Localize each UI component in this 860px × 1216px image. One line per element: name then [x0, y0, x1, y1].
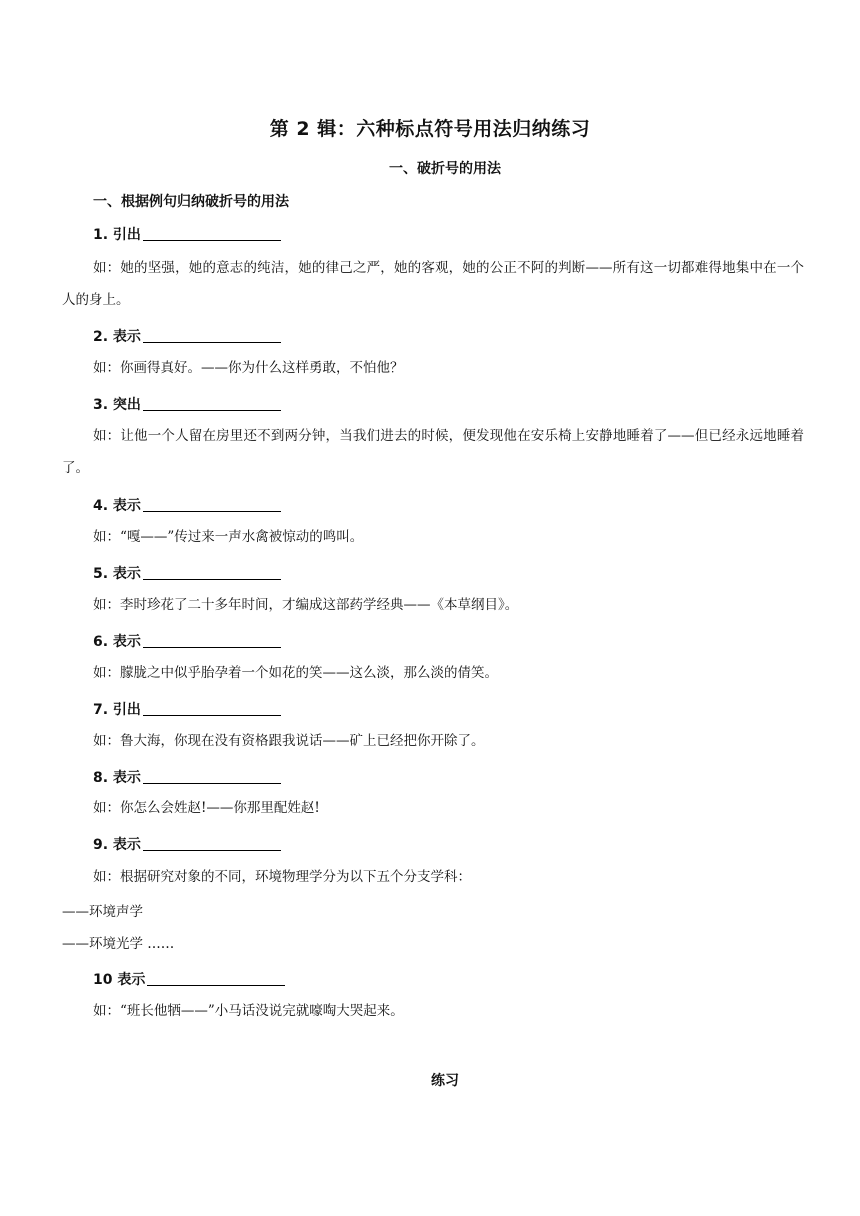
item-6-example: 如：朦胧之中似乎胎孕着一个如花的笑——这么淡，那么淡的倩笑。: [93, 665, 498, 681]
item-label-text: 5. 表示: [93, 566, 141, 582]
item-7-example: 如：鲁大海，你现在没有资格跟我说话——矿上已经把你开除了。: [93, 733, 485, 749]
item-5-example: 如：李时珍花了二十多年时间，才编成这部药学经典——《本草纲目》。: [93, 597, 519, 613]
fill-in-blank[interactable]: [143, 510, 281, 512]
item-9-subline: ——环境光学 ……: [62, 936, 175, 952]
section-subtitle: 一、破折号的用法: [389, 161, 501, 177]
item-1-example: 如：她的坚强，她的意志的纯洁，她的律己之严，她的客观，她的公正不阿的判断——所有这一切都难得地集中在一个人的身上。: [62, 260, 804, 308]
item-4-example: 如：“嘎——”传过来一声水禽被惊动的鸣叫。: [93, 529, 364, 545]
practice-heading: 练习: [431, 1073, 459, 1089]
fill-in-blank[interactable]: [143, 239, 281, 241]
item-3-example: 如：让他一个人留在房里还不到两分钟，当我们进去的时候，便发现他在安乐椅上安静地睡着了——但已经永远地睡着了。: [62, 428, 804, 476]
item-9-subline: ——环境声学: [62, 904, 143, 920]
item-9-example: 如：根据研究对象的不同，环境物理学分为以下五个分支学科：: [93, 869, 471, 885]
fill-in-blank[interactable]: [143, 714, 281, 716]
item-label-text: 4. 表示: [93, 498, 141, 514]
item-5-label: [93, 563, 281, 583]
fill-in-blank[interactable]: [143, 578, 281, 580]
item-label-text: 9. 表示: [93, 837, 141, 853]
item-label-text: 6. 表示: [93, 634, 141, 650]
item-8-label: [93, 767, 281, 787]
item-label-text: 3. 突出: [93, 397, 141, 413]
item-label-text: 10 表示: [93, 972, 146, 988]
item-label-text: 1. 引出: [93, 227, 141, 243]
section-heading: 一、根据例句归纳破折号的用法: [93, 194, 289, 210]
fill-in-blank[interactable]: [147, 984, 285, 986]
item-1-label: [93, 224, 281, 244]
item-label-text: 2. 表示: [93, 329, 141, 345]
fill-in-blank[interactable]: [143, 849, 281, 851]
item-2-example: 如：你画得真好。——你为什么这样勇敢，不怕他？: [93, 360, 404, 376]
item-2-label: [93, 326, 281, 346]
item-10-example: 如：“班长他牺——”小马话没说完就嚎啕大哭起来。: [93, 1003, 404, 1019]
item-label-text: 7. 引出: [93, 702, 141, 718]
item-4-label: [93, 495, 281, 515]
fill-in-blank[interactable]: [143, 409, 281, 411]
item-3-label: [93, 394, 281, 414]
item-7-label: [93, 699, 281, 719]
fill-in-blank[interactable]: [143, 646, 281, 648]
item-label-text: 8. 表示: [93, 770, 141, 786]
item-6-label: [93, 631, 281, 651]
item-9-label: [93, 834, 281, 854]
page-title: 第 2 辑：六种标点符号用法归纳练习: [269, 118, 591, 140]
fill-in-blank[interactable]: [143, 341, 281, 343]
fill-in-blank[interactable]: [143, 782, 281, 784]
item-8-example: 如：你怎么会姓赵!——你那里配姓赵!: [93, 800, 320, 816]
item-10-label: [93, 969, 285, 989]
